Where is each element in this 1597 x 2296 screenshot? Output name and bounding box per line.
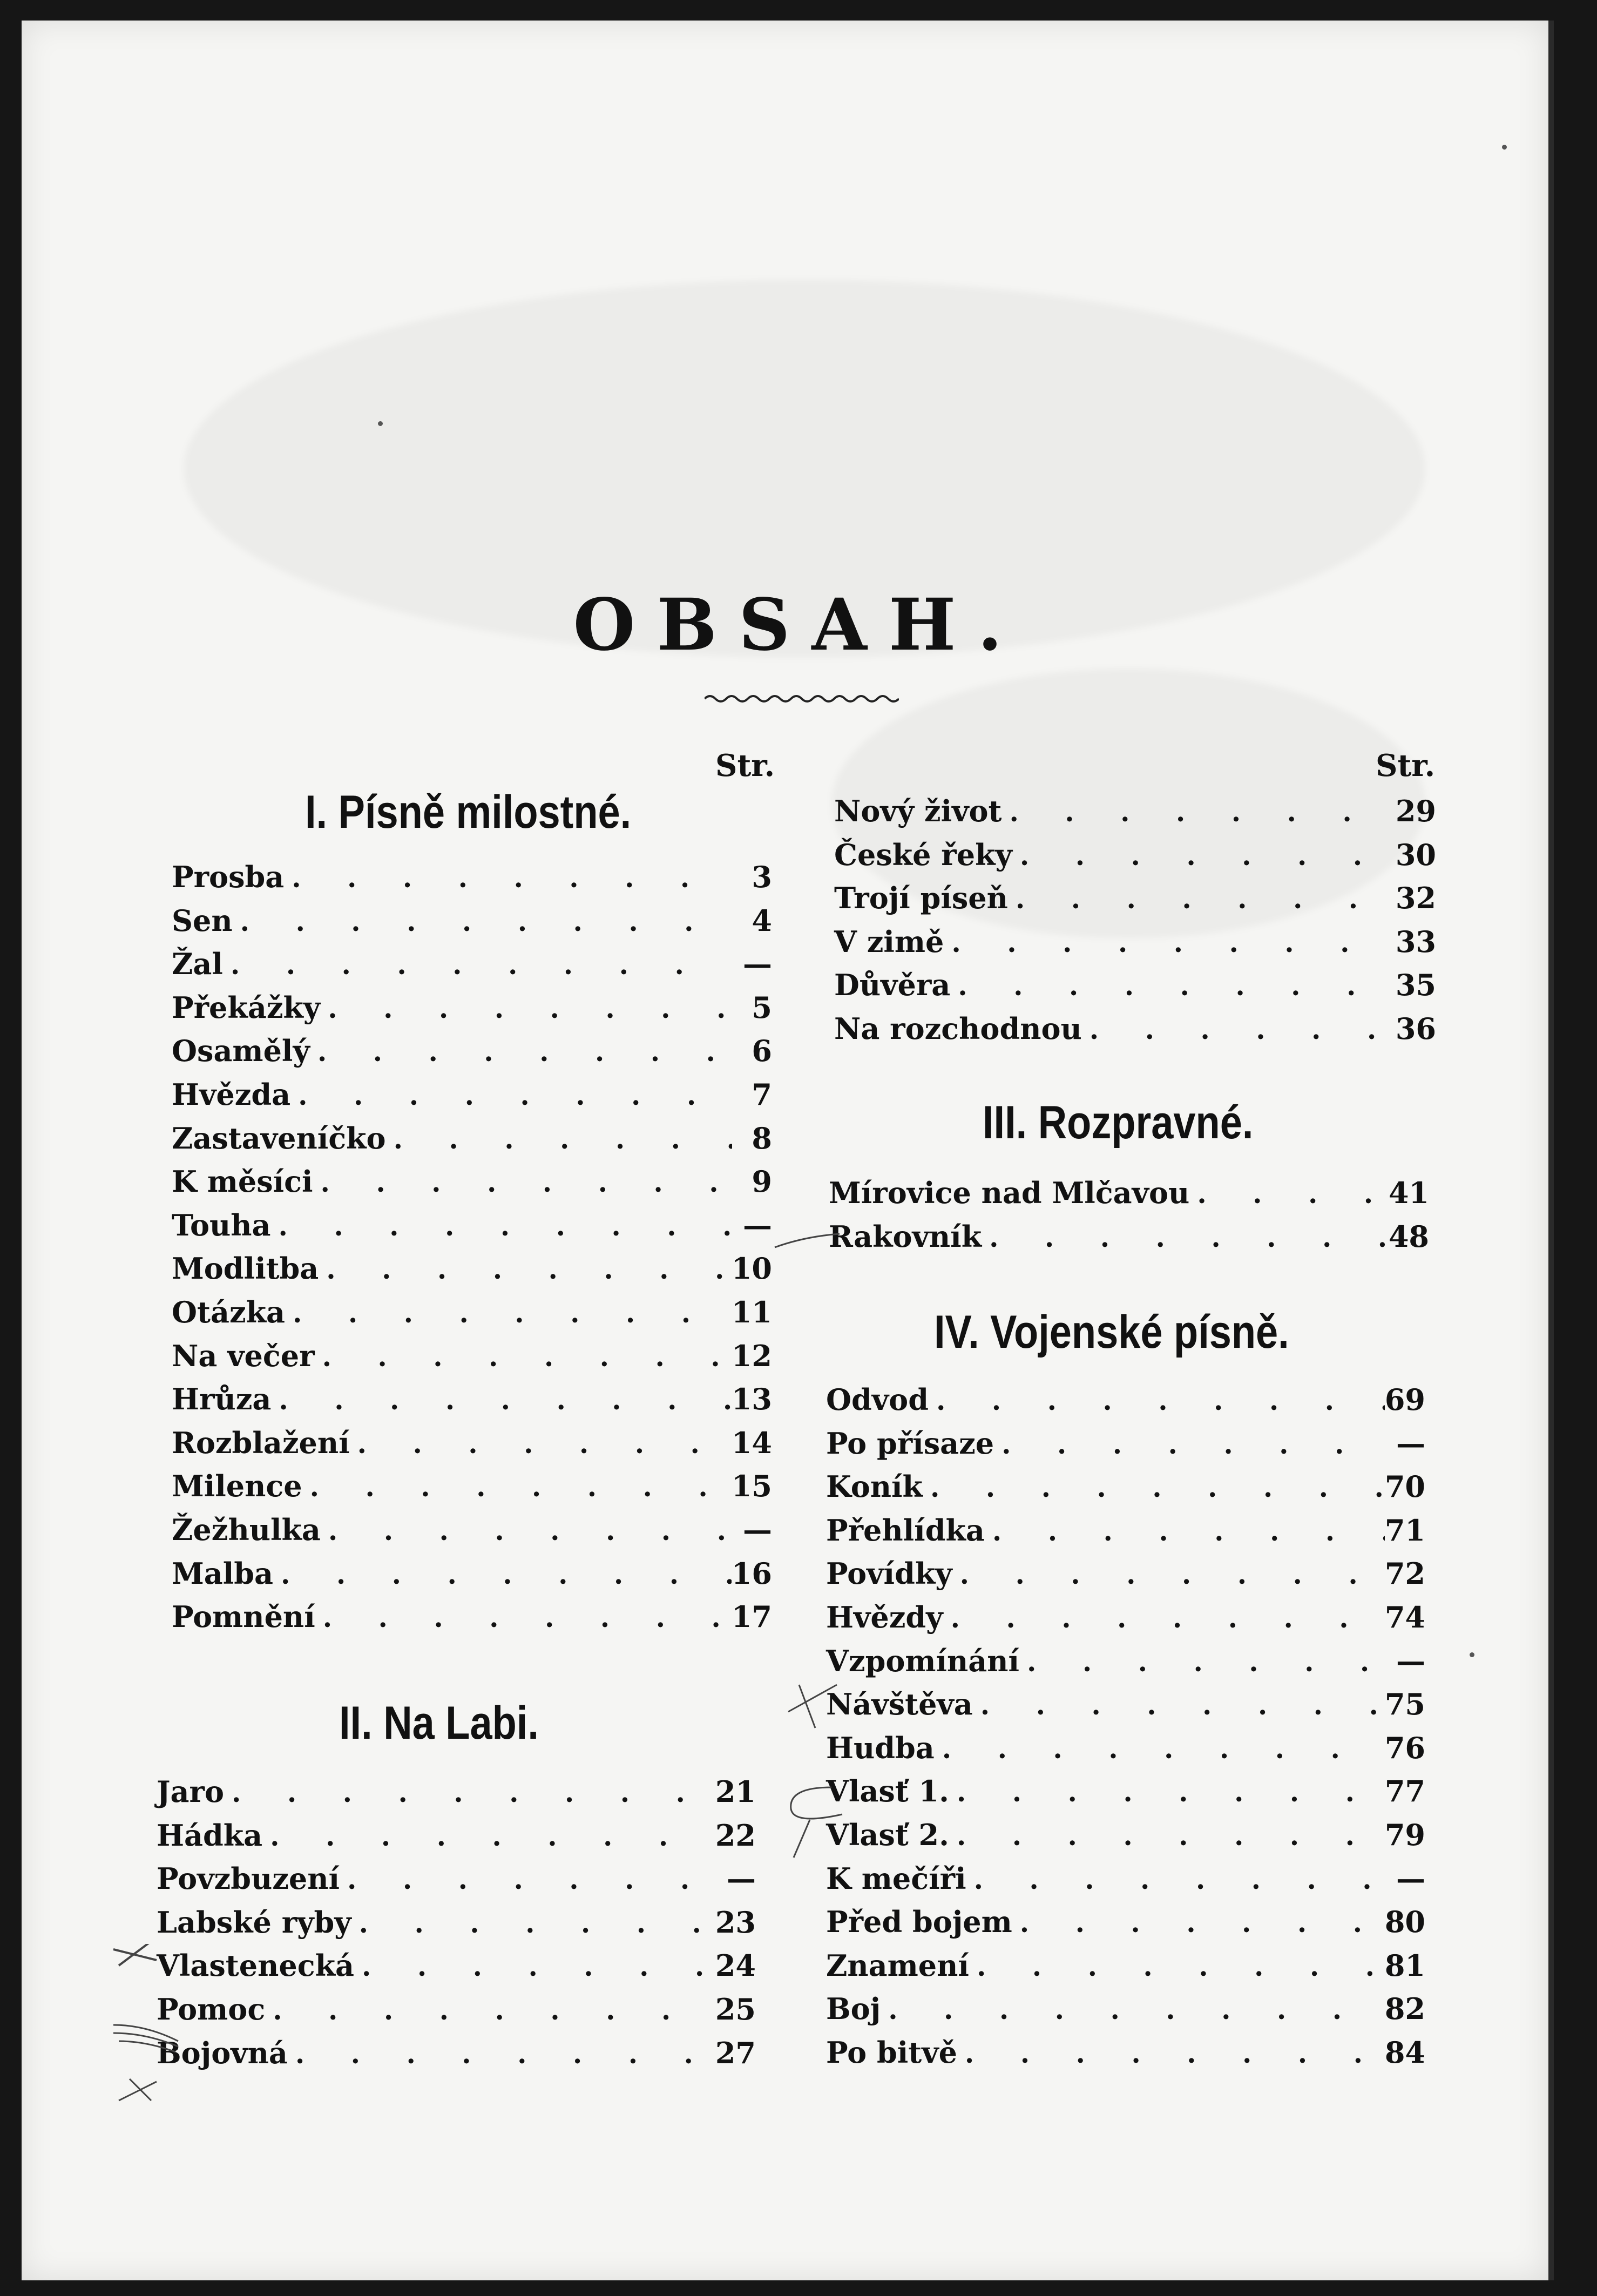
toc-entry-title: Zastaveníčko xyxy=(172,1121,386,1156)
dot-leader xyxy=(1001,1428,1385,1460)
toc-entry xyxy=(826,1948,1425,1991)
section-heading-3: III. Rozpravné. xyxy=(983,1097,1254,1149)
toc-entry-title: K měsíci xyxy=(172,1164,313,1199)
toc-entry-page: 48 xyxy=(1388,1219,1429,1254)
toc-entry-title: Hvězdy xyxy=(826,1600,943,1635)
toc-entry xyxy=(172,1164,772,1207)
toc-entry-page: 13 xyxy=(731,1382,772,1416)
toc-entry xyxy=(826,2035,1425,2078)
toc-entry xyxy=(834,924,1436,968)
toc-entry-page: 32 xyxy=(1395,881,1436,915)
dot-leader xyxy=(394,1123,732,1155)
toc-entry-title: Překážky xyxy=(172,990,321,1025)
dot-leader xyxy=(965,2037,1385,2069)
toc-entry-page: 80 xyxy=(1384,1905,1425,1939)
toc-entry-title: Pomnění xyxy=(172,1599,315,1634)
toc-entry-page: 3 xyxy=(752,860,772,894)
toc-entry-title: Odvod xyxy=(826,1382,929,1417)
toc-entry-title: Rakovník xyxy=(829,1219,982,1254)
toc-entry-page: 82 xyxy=(1384,1991,1425,2026)
toc-entry-title: Žal xyxy=(172,947,223,981)
toc-entry-title: Žežhulka xyxy=(172,1512,321,1547)
toc-entry-page: 25 xyxy=(715,1992,756,2027)
dot-leader xyxy=(347,1863,716,1895)
section-heading-4: IV. Vojenské písně. xyxy=(934,1306,1289,1358)
toc-entry-page: 21 xyxy=(715,1774,756,1809)
toc-entry-title: Po přísaze xyxy=(826,1426,994,1461)
toc-entry xyxy=(826,1731,1425,1774)
toc-entry-page: 72 xyxy=(1384,1556,1425,1591)
toc-entry xyxy=(172,1512,772,1556)
toc-entry-page: 23 xyxy=(715,1905,756,1940)
toc-entry-title: Rozblažení xyxy=(172,1426,350,1460)
toc-entry xyxy=(826,1991,1425,2035)
toc-entry xyxy=(829,1176,1429,1219)
toc-entry xyxy=(172,1469,772,1512)
dot-leader xyxy=(888,1994,1385,2025)
toc-entry-page: 30 xyxy=(1395,838,1436,872)
dot-leader xyxy=(1009,796,1395,828)
toc-entry xyxy=(826,1426,1425,1469)
toc-entry xyxy=(172,990,772,1034)
toc-entry-title: Modlitba xyxy=(172,1251,319,1286)
dot-leader xyxy=(951,927,1395,958)
toc-entry-page: 9 xyxy=(752,1164,772,1199)
toc-entry xyxy=(172,1208,772,1251)
toc-entry xyxy=(834,1011,1436,1055)
dot-leader xyxy=(1020,840,1396,872)
dot-leader xyxy=(1020,1907,1385,1939)
toc-entry xyxy=(834,838,1436,881)
toc-entry xyxy=(826,1861,1425,1905)
toc-entry-title: Povídky xyxy=(826,1556,952,1591)
paper-fleck xyxy=(1502,145,1507,150)
toc-entry xyxy=(826,1644,1425,1687)
toc-entry xyxy=(172,903,772,947)
toc-entry xyxy=(826,1818,1425,1861)
dot-leader xyxy=(1197,1178,1389,1210)
dot-leader xyxy=(357,1428,732,1460)
dot-leader xyxy=(362,1950,715,1982)
toc-entry xyxy=(826,1905,1425,1948)
toc-entry xyxy=(172,1556,772,1599)
toc-entry-page: 69 xyxy=(1384,1382,1425,1417)
toc-entry-title: V zimě xyxy=(834,924,944,959)
column-label-right: Str. xyxy=(1376,748,1436,784)
toc-entry-page: 76 xyxy=(1384,1731,1425,1765)
toc-entry-page: 84 xyxy=(1384,2035,1425,2070)
dot-leader xyxy=(980,1689,1385,1721)
dot-leader xyxy=(960,1558,1385,1590)
toc-entry-title: Malba xyxy=(172,1556,274,1591)
dot-leader xyxy=(295,2038,715,2070)
toc-entry-page: 75 xyxy=(1384,1687,1425,1721)
toc-entry xyxy=(826,1513,1425,1556)
paper-fleck xyxy=(1470,1652,1474,1657)
dot-leader xyxy=(232,1777,715,1808)
toc-entry xyxy=(172,1077,772,1120)
toc-entry-title: Před bojem xyxy=(826,1905,1012,1939)
toc-entry xyxy=(157,1861,756,1905)
toc-entry xyxy=(172,860,772,903)
dot-leader xyxy=(293,1297,732,1329)
toc-entry-page: 36 xyxy=(1395,1011,1436,1046)
dot-leader xyxy=(974,1863,1385,1895)
toc-entry-page: 33 xyxy=(1395,924,1436,959)
toc-entry-title: Povzbuzení xyxy=(157,1861,340,1896)
toc-entry xyxy=(834,968,1436,1011)
dot-leader xyxy=(298,1079,732,1111)
toc-entry xyxy=(826,1774,1425,1817)
toc-entry xyxy=(829,1219,1429,1262)
toc-entry-page: 22 xyxy=(715,1818,756,1853)
toc-entry-title: Vzpomínání xyxy=(826,1644,1020,1678)
toc-entry-page: 6 xyxy=(752,1034,772,1068)
toc-entry-title: Na večer xyxy=(172,1339,315,1373)
toc-entry xyxy=(157,2036,756,2079)
dot-leader xyxy=(322,1341,732,1373)
dot-leader xyxy=(279,1210,732,1242)
toc-entry-page: 12 xyxy=(731,1339,772,1373)
toc-entry-page: 4 xyxy=(752,903,772,938)
toc-entry-title: Přehlídka xyxy=(826,1513,985,1548)
dot-leader xyxy=(231,949,732,981)
toc-entry-page: 74 xyxy=(1384,1600,1425,1635)
toc-entry-title: Bojovná xyxy=(157,2036,288,2070)
toc-entry-page: 79 xyxy=(1384,1818,1425,1852)
toc-entry-title: Vlasť 2. xyxy=(826,1818,949,1852)
dot-leader xyxy=(273,1994,715,2026)
toc-entry-title: Touha xyxy=(172,1208,271,1242)
toc-entry-title: Prosba xyxy=(172,860,285,894)
toc-entry-page: — xyxy=(727,1861,756,1896)
toc-entry-page: 16 xyxy=(731,1556,772,1591)
toc-entry-title: Vlasť 1. xyxy=(826,1774,949,1808)
dot-leader xyxy=(359,1907,715,1939)
toc-entry-page: 70 xyxy=(1384,1469,1425,1504)
section-heading-1: I. Písně milostné. xyxy=(305,786,632,838)
dot-leader xyxy=(317,1036,732,1068)
toc-entry-title: Otázka xyxy=(172,1295,286,1329)
dot-leader xyxy=(328,992,732,1024)
toc-entry-page: 8 xyxy=(752,1121,772,1156)
dot-leader xyxy=(281,1558,732,1590)
toc-entry-title: Hádka xyxy=(157,1818,263,1853)
toc-entry-page: 71 xyxy=(1384,1513,1425,1548)
toc-entry-page: 14 xyxy=(731,1426,772,1460)
toc-entry-title: České řeky xyxy=(834,838,1012,872)
toc-entry xyxy=(172,1339,772,1382)
toc-entry xyxy=(172,1121,772,1164)
toc-entry-page: 7 xyxy=(752,1077,772,1112)
toc-entry xyxy=(834,881,1436,924)
dot-leader xyxy=(310,1471,732,1503)
toc-entry-title: Znamení xyxy=(826,1948,969,1983)
toc-entry-page: — xyxy=(1396,1861,1425,1896)
dot-leader xyxy=(951,1602,1385,1634)
dot-leader xyxy=(321,1166,732,1198)
toc-entry xyxy=(826,1600,1425,1643)
toc-entry xyxy=(826,1556,1425,1599)
toc-entry-title: Sen xyxy=(172,903,233,938)
paper-fleck xyxy=(378,421,383,426)
toc-entry-page: 5 xyxy=(752,990,772,1025)
toc-entry-title: Osamělý xyxy=(172,1034,310,1068)
dot-leader xyxy=(270,1820,715,1852)
dot-leader xyxy=(942,1733,1385,1765)
toc-entry-title: Vlastenecká xyxy=(157,1948,355,1983)
dot-leader xyxy=(936,1385,1385,1416)
dot-leader xyxy=(1016,883,1396,915)
toc-entry xyxy=(157,1992,756,2035)
toc-entry xyxy=(172,947,772,990)
dot-leader xyxy=(989,1221,1389,1253)
dot-leader xyxy=(930,1471,1385,1503)
toc-entry-title: Důvěra xyxy=(834,968,951,1002)
toc-entry-page: 17 xyxy=(731,1599,772,1634)
toc-entry-title: Po bitvě xyxy=(826,2035,957,2070)
toc-entry xyxy=(172,1382,772,1425)
toc-entry-page: 41 xyxy=(1388,1176,1429,1210)
section-heading-2: II. Na Labi. xyxy=(339,1697,539,1749)
toc-entry-page: — xyxy=(1396,1644,1425,1678)
dot-leader xyxy=(977,1950,1385,1982)
dot-leader xyxy=(240,906,732,937)
toc-entry-title: Hudba xyxy=(826,1731,935,1765)
dot-leader xyxy=(1090,1014,1396,1045)
toc-entry-page: 35 xyxy=(1395,968,1436,1002)
toc-entry-title: Hvězda xyxy=(172,1077,291,1112)
toc-entry-page: 29 xyxy=(1395,794,1436,828)
dot-leader xyxy=(279,1384,731,1416)
toc-entry-title: Mírovice nad Mlčavou xyxy=(829,1176,1190,1210)
toc-entry-page: — xyxy=(1396,1426,1425,1461)
toc-entry-title: Pomoc xyxy=(157,1992,266,2027)
toc-entry-page: 10 xyxy=(731,1251,772,1286)
toc-entry-title: Trojí píseň xyxy=(834,881,1008,915)
dot-leader xyxy=(957,1776,1385,1808)
dot-leader xyxy=(992,1515,1385,1547)
dot-leader xyxy=(323,1602,732,1633)
toc-entry-page: 24 xyxy=(715,1948,756,1983)
column-label-left: Str. xyxy=(715,748,775,784)
toc-entry xyxy=(172,1599,772,1643)
toc-entry xyxy=(157,1774,756,1818)
toc-entry-title: K mečíři xyxy=(826,1861,966,1896)
toc-entry xyxy=(826,1469,1425,1512)
toc-entry xyxy=(157,1948,756,1991)
toc-entry-title: Jaro xyxy=(157,1774,225,1809)
toc-entry xyxy=(826,1687,1425,1730)
toc-entry xyxy=(172,1295,772,1338)
dot-leader xyxy=(957,1820,1385,1852)
dot-leader xyxy=(1027,1646,1385,1678)
dot-leader xyxy=(958,970,1396,1002)
dot-leader xyxy=(328,1515,732,1547)
toc-entry-title: Nový život xyxy=(834,794,1002,828)
toc-entry xyxy=(834,794,1436,837)
toc-entry-title: Na rozchodnou xyxy=(834,1011,1082,1046)
dot-leader xyxy=(292,862,732,894)
toc-entry-title: Hrůza xyxy=(172,1382,272,1416)
toc-entry-title: Boj xyxy=(826,1991,881,2026)
dot-leader xyxy=(326,1253,732,1285)
toc-entry-title: Koník xyxy=(826,1469,923,1504)
title-ornament-rule xyxy=(705,692,899,705)
toc-entry-page: 81 xyxy=(1384,1948,1425,1983)
toc-entry-title: Návštěva xyxy=(826,1687,973,1721)
toc-entry xyxy=(172,1426,772,1469)
toc-entry-page: — xyxy=(743,1512,772,1547)
toc-entry-title: Labské ryby xyxy=(157,1905,351,1940)
toc-entry-page: — xyxy=(743,1208,772,1242)
toc-entry-title: Milence xyxy=(172,1469,302,1503)
toc-entry xyxy=(172,1251,772,1294)
toc-entry-page: 77 xyxy=(1384,1774,1425,1808)
toc-entry xyxy=(172,1034,772,1077)
page-title: OBSAH. xyxy=(573,583,1024,667)
toc-entry-page: — xyxy=(743,947,772,981)
toc-entry xyxy=(826,1382,1425,1426)
toc-entry xyxy=(157,1905,756,1948)
toc-entry-page: 11 xyxy=(731,1295,772,1329)
toc-entry-page: 27 xyxy=(715,2036,756,2070)
toc-entry xyxy=(157,1818,756,1861)
toc-entry-page: 15 xyxy=(731,1469,772,1503)
